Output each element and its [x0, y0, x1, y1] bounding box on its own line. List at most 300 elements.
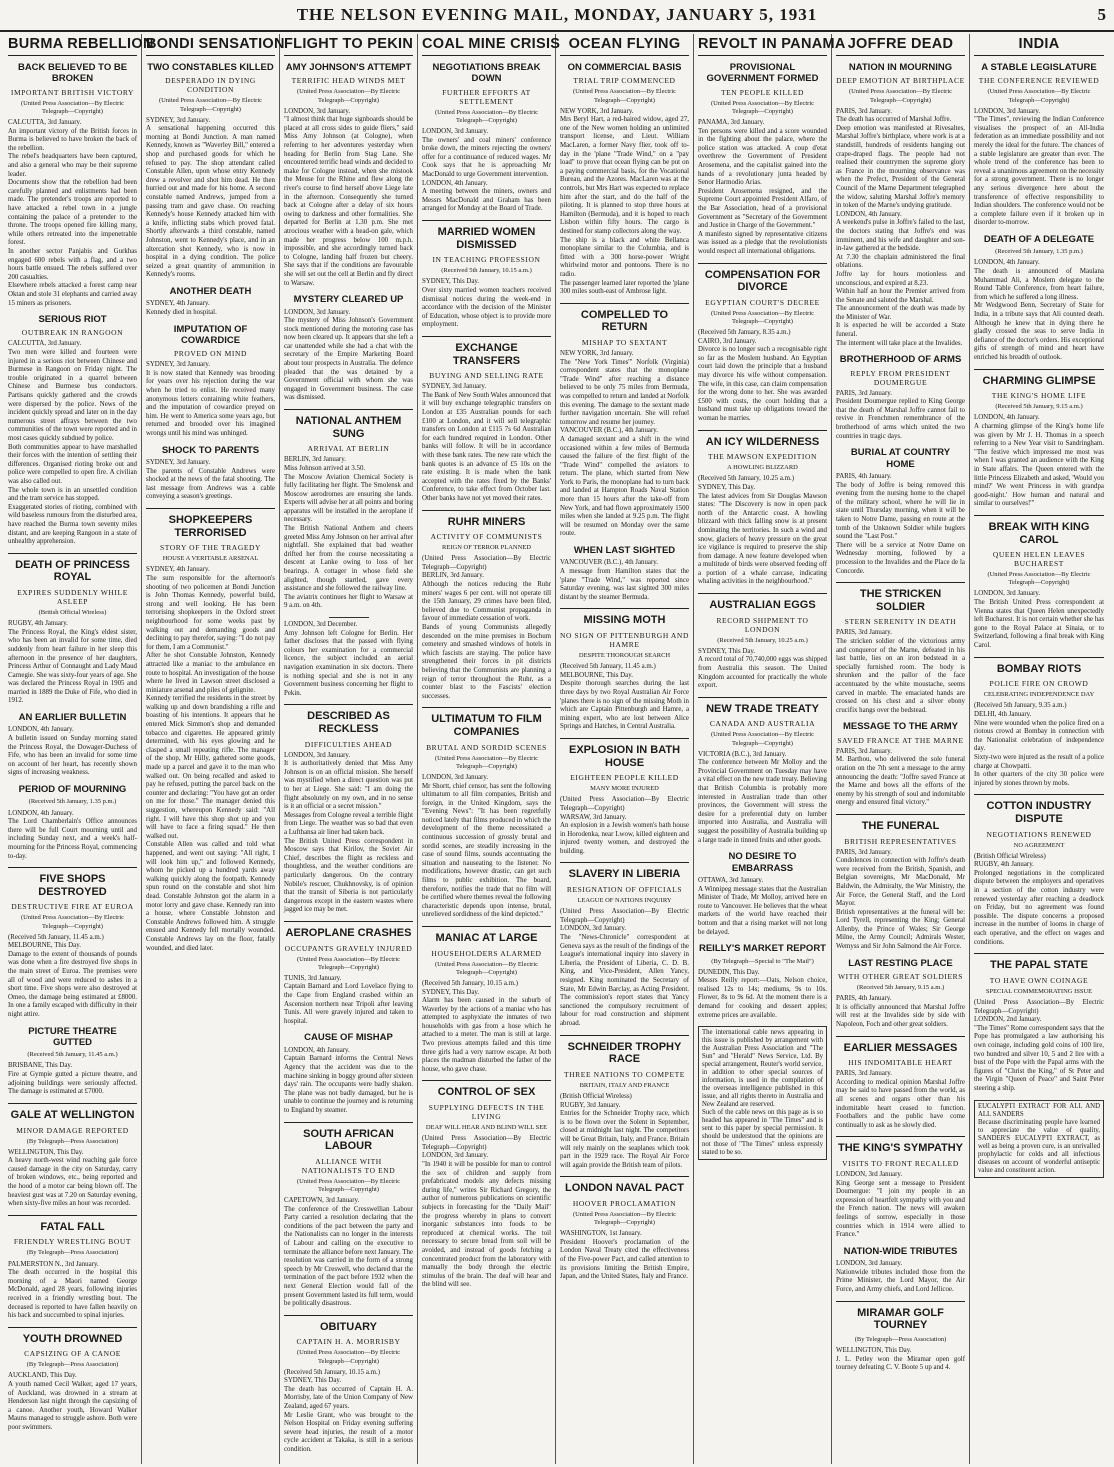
column-banner-headline: FLIGHT TO PEKIN: [284, 34, 413, 56]
story-subheading: EXPIRES SUDDENLY WHILE ASLEEP: [17, 588, 128, 607]
story-body-text: LONDON, 3rd January. King George sent a message to President Doumergue: "I join my people in an expression of heartfelt sympathy with you and the French nation. The news will awaken feelings of sorrow, especially in those countries which in 1914 were allied to France.": [836, 1170, 965, 1239]
news-story: [8, 712, 137, 778]
story-credit-line: (Received 5th January, 9.15 a.m.): [995, 403, 1083, 411]
story-headline: MYSTERY CLEARED UP: [293, 294, 404, 306]
news-column: [694, 34, 846, 1464]
story-credit-line: (British Official Wireless): [38, 609, 107, 617]
story-credit-line: (United Press Association—By Electric Telegraph—Copyright): [158, 97, 263, 113]
column-banner-headline: OCEAN FLYING: [560, 34, 689, 56]
news-story: [698, 263, 827, 424]
story-headline: FATAL FALL: [8, 1215, 137, 1234]
story-body-text: LONDON, 3rd January. Nationwide tributes included those from the Prime Minister, the Lord Mayor, the Air Force, and Army chiefs, and Lord Jellicoe.: [836, 1260, 965, 1293]
story-body-text: (Received 5th January, 8.35 a.m.) CAIRO, 3rd January. Divorce is no longer such a recognisable right so far as the Moslem husband. An Egyptian court laid down the principle that a husband may divorce his wife without compensation. The wife, in this case, can claim compensation for the wrong done to her. She was awarded £500 with costs, the court holding that a husband must take up obligations toward the woman he marries.: [698, 329, 827, 422]
story-body-text: (Received 5th January, 9.35 a.m.) DELHI, 4th January. Nine were wounded when the police fired on a riotous crowd at Bombay in connection with the Nationalist celebration of independence day. Sixty-two were injured as the result of a police charge at Chowpatti. In other quarters of the city 30 police were injured by stones thrown by mobs.: [974, 702, 1104, 787]
news-story: [974, 234, 1104, 363]
news-story: [974, 62, 1104, 228]
story-body-text: LONDON, 4th January. Captain Barnard informs the Central News Agency that the accident was due to the machine sinking in boggy ground after sixteen days' rain. The occupants were badly shaken. The plane was not badly damaged, but he is unable to continue the journey and is returning to England by steamer.: [284, 1046, 413, 1114]
story-subheading: SUPPLYING DEFECTS IN THE LIVING: [428, 1103, 545, 1122]
story-headline: SCHNEIDER TROPHY RACE: [560, 1035, 689, 1066]
story-subheading: THE KING'S HOME LIFE: [991, 391, 1087, 401]
news-story: [284, 1315, 413, 1455]
story-headline: CONTROL OF SEX: [422, 1080, 551, 1099]
story-subheading: HOUSEHOLDERS ALARMED: [431, 948, 542, 958]
news-story: [284, 409, 413, 611]
story-credit-line: (United Press Association—By Electric Telegraph—Copyright): [296, 1349, 401, 1365]
newspaper-title: THE NELSON EVENING MAIL, MONDAY, JANUARY 5, 1931: [296, 5, 818, 24]
story-body-text: (United Press Association—By Electric Telegraph—Copyright) LONDON, 3rd January. "In 1940 it will be possible for man to control the sex of children and supply from prefabricated models any defects missing during life," writes Sir Richard Gregory, the author of numerous publications on scientific subjects in forecasting for the "Daily Mail" the progress whereby in plans to convert inorganic substances into foods to be reproduced at chemical works. The toil necessary to secure bread from soil will be avoided, and instead of goods fetching a concentrated product from the laboratory with manually the body through the electric stimulus of the brain. The deaf will hear and the blind will see.: [422, 1135, 551, 1289]
story-headline: TWO CONSTABLES KILLED: [147, 62, 274, 73]
story-credit-line: BRITAIN, ITALY AND FRANCE: [579, 1081, 670, 1089]
story-subheading: POLICE FIRE ON CROWD: [989, 679, 1089, 689]
story-credit-line: (United Press Association—By Electric Telegraph—Copyright): [572, 1210, 677, 1227]
news-story: [146, 286, 275, 318]
story-credit-line: (By Telegraph—Press Association): [26, 1137, 119, 1145]
news-story: [974, 794, 1104, 947]
news-story: [8, 314, 137, 547]
story-body-text: WELLINGTON, This Day. J. L. Petley won the Miramar open golf tourney defeating C. V. Boote 5 up and 4.: [836, 1346, 965, 1372]
story-subheading: DIFFICULTIES AHEAD: [304, 739, 393, 749]
story-subheading: STERN SERENITY IN DEATH: [844, 617, 957, 627]
news-story: [836, 958, 965, 1030]
story-subheading: RESIGNATION OF OFFICIALS: [566, 885, 683, 895]
story-credit-line: (United Press Association—By Electric Telegraph—Copyright): [434, 108, 539, 124]
story-body-text: PANAMA, 3rd January. Ten persons were killed and a score wounded in the fighting about the palace, where the police station was attacked. A coup d'etat overthrew the Government of President Arosemena, and the capitalist gained into the hands of a revolutionary junta headed by Senor Harmodio Arias. President Arosemena resigned, and the Supreme Court appointed President Alfaro, of the Bar Association, head of a provisional Government as "Secretary of the Government and Justice in Charge of the Government." A manifesto signed by representative citizens was issued as a pledge that the revolutionists would respect all international obligations.: [698, 119, 827, 255]
news-story: [284, 1032, 413, 1115]
story-credit-line: (Received 5th January, 10.25 a.m.): [717, 636, 808, 644]
news-story: [284, 704, 413, 915]
story-credit-line: (United Press Association—By Electric Telegraph—Copyright): [434, 960, 539, 976]
story-body-text: PARIS, 3rd January. M. Barthou, who delivered the sole funeral oration on the 7th sent a message to the army announcing the death: "Joffre saved France at the Marne and bows all the efforts of the enemy by his strength of soul and indomitable energy and ensured final victory.": [836, 747, 965, 807]
story-body-text: LONDON, 4th January. A charming glimpse of the King's home life was given by Mr J. H. Thomas in a speech referring to a New Year visit to Sandringham. "The festive which impressed me most was when I was granted an audience with the King in State affairs. The Queen entered with the little Princess Elizabeth and asked, 'Would you mind?' We went Princess in with grandpa good-night.' How human and natural and similar to ourselves!'": [974, 414, 1104, 508]
story-headline: MARRIED WOMEN DISMISSED: [422, 220, 551, 251]
story-subheading: DESPERADO IN DYING CONDITION: [165, 76, 256, 95]
news-story: [284, 1122, 413, 1309]
news-story: [698, 62, 827, 257]
story-subheading: PROVED ON MIND: [174, 349, 247, 359]
story-subheading: MINOR DAMAGE REPORTED: [16, 1125, 129, 1135]
story-body-text: PARIS, 3rd January. The stricken soldier of the victorious army and conqueror of the Marne, defeated in his last battle, lies on an iron bedstead in a specially furnished room. The body is shrunken and the pallor of the face accentuated by the white moustache, seems carved in marble. The emaciated hands are crossed on his chest and a silver ebony crucifix hangs over the bedstead.: [836, 629, 965, 714]
story-credit-line: (Received 5th January, 11.45 a.m.): [27, 1051, 118, 1059]
news-story: [422, 336, 551, 504]
story-body-text: PARIS, 3rd January. Condolences in connection with Joffre's death were received from the British, Spanish, and Belgian sovereigns, Mr MacDonald, Mr Baldwin, the Admiralty, the War Ministry, the Air Force, the General Staff, and the Lord Mayor. British representatives at the funeral will be: Lord Tyrell, representing the King; General Allenby, the Prince of Wales; Sir George Milne, the Army Council; Admirals Wester, Wemyss and Sir John Salmond the Air Force.: [836, 848, 965, 951]
news-story: [836, 354, 965, 441]
story-body-text: PARIS, 4th January. It is officially announced that Marshal Joffre will rest at the Invalides side by side with Napoleon, Foch and other great soldiers.: [836, 995, 965, 1028]
story-headline: DESCRIBED AS RECKLESS: [284, 704, 413, 735]
story-headline: BOMBAY RIOTS: [974, 657, 1104, 676]
story-headline: RUHR MINERS: [422, 510, 551, 529]
news-story: [422, 220, 551, 330]
news-story: [8, 1103, 137, 1209]
story-body-text: PARIS, 4th January. The body of Joffre is being removed this evening from the nursing home to the chapel of the military school, where he will lie in state until Thursday morning, when it will be taken to Notre Dame, passing en route at the tomb of the Unknown Soldier while buglers sound the "Last Post." There will be a service at Notre Dame on Wednesday morning, followed by a procession to the Invalides and the Place de la Concorde.: [836, 473, 965, 575]
news-story: [146, 508, 275, 953]
news-story: [8, 1026, 137, 1097]
news-story: [560, 862, 689, 1028]
story-subheading: IN TEACHING PROFESSION: [432, 255, 541, 265]
story-body-text: NEW YORK, 3rd January. The "New York Times'" Norfolk (Virginia) correspondent states that the monoplane "Trade Wind" after reaching a distance believed to be only 75 miles from Bermuda, was compelled to return and landed at Norfolk this evening. The damage to the sextant made further navigation uncertain. She will refuel tomorrow and resume her journey. VANCOUVER (B.C.), 4th January. A damaged sextant and a shift in the wind occasioned within a few miles of Bermuda caused the failure of the first flight of the "Trade Wind" compelled the aviators to return. The plane, which started from New York to Paris, the monoplane had to turn back and landed at Hampton Roads Naval Station more than 15 hours after the take-off from New York, and had flown approximately 1500 miles when she landed at 9.25 p.m. The flight will be resumed on Monday over the same route.: [560, 349, 689, 538]
masthead: [0, 0, 1114, 32]
story-subheading: NEGOTIATIONS RENEWED: [986, 829, 1092, 839]
story-headline: SHOCK TO PARENTS: [161, 444, 260, 456]
story-body-text: TUNIS, 3rd January. Captain Barnard and Lord Lovelace flying to the Cape from England crashed within an Ascension northern near Tripoli after leaving Tunis. All were gravely injured and taken to hospital.: [284, 974, 413, 1025]
story-body-text: LONDON, 3rd December. Amy Johnson left Cologne for Berlin. Her father discloses that the passed with flying colours her examination for a commercial licence, the subject included an aerial navigation examination in six doctors. There is nothing special and she is not in any Government business concerning her flight to Pekin.: [284, 621, 413, 697]
story-subheading: FRIENDLY WRESTLING BOUT: [13, 1237, 132, 1247]
story-body-text: (British Official Wireless) RUGBY, 3rd January. Entries for the Schneider Trophy race, which is to be flown over the Solent in September, closed at midnight last night. The competitors will be Great Britain, Italy, and France. Britain will rely mainly on the seaplanes which took part in the 1929 race. The Royal Air Force will again provide the British team of pilots.: [560, 1092, 689, 1169]
story-headline: GALE AT WELLINGTON: [8, 1103, 137, 1122]
story-subheading: THE CONFERENCE REVIEWED: [978, 76, 1100, 86]
news-column: [970, 34, 1108, 1464]
news-story: [836, 1246, 965, 1295]
story-headline: NEGOTIATIONS BREAK DOWN: [432, 62, 541, 85]
story-body-text: (Received 5th January, 11.45 a.m.) MELBOURNE, This Day. Damage to the extent of thousands of pounds was done when a fire destroyed five shops in the main street of Euroa. The premises were all of wood and were reduced to ashes in a short time. Five shops were also destroyed at Omeo, the damage being estimated at £8000. In one a family escaped with difficulty in their night attire.: [8, 933, 137, 1018]
story-subheading: EIGHTEEN PEOPLE KILLED: [570, 773, 679, 783]
story-subheading: VISITS TO FRONT RECALLED: [842, 1158, 959, 1168]
news-story: [422, 707, 551, 920]
story-headline: PROVISIONAL GOVERNMENT FORMED: [706, 62, 819, 85]
news-story: [146, 445, 275, 502]
story-headline: ON COMMERCIAL BASIS: [567, 62, 682, 73]
story-headline: EXCHANGE TRANSFERS: [422, 336, 551, 367]
story-credit-line: (By Telegraph—Press Association): [854, 1335, 947, 1343]
story-body-text: LONDON, 4th January. A bulletin issued on Sunday morning stated the Princess Royal, the Dowager-Duchess of Fife, who has been an invalid for some time on account of her heart, has recently shown signs of increasing weakness.: [8, 726, 137, 777]
story-subheading: OCCUPANTS GRAVELY INJURED: [284, 943, 413, 953]
story-headline: NEW TRADE TREATY: [698, 697, 827, 716]
story-headline: THE FUNERAL: [836, 814, 965, 833]
story-body-text: LONDON, 3rd January. "The Times", reviewing the Indian Conference visualises the prospect of an All-India federation as an immediate possibility and not merely the ideal for the future. The chances of a stable legislature are greater than ever. The whole trend of the conference has been to reveal a unanimous agreement on the necessity for a strong government. There is no longer any serious divergence here about the transference of effective responsibility to Indian shoulders. The conference would not be a complete failure even if it broken up in disorder to-morrow.: [974, 107, 1104, 227]
story-credit-line: LEAGUE OF NATIONS INQUIRY: [577, 897, 672, 905]
story-body-text: LONDON, 3rd January. The mystery of Miss Johnson's Government stock mentioned during the motoring case has now been cleared up. It appears that she left a car unattended while she had a chat with the secretary of the Empire Marketing Board about tour prospects in Australia. The defence pleaded that the was detained by a Government official with whom she was engaged in Government business. The case was dismissed.: [284, 308, 413, 402]
story-headline: DEATH OF PRINCESS ROYAL: [8, 553, 137, 584]
divider: [329, 617, 369, 618]
story-credit-line: DESPITE THOROUGH SEARCH: [578, 652, 671, 660]
story-headline: COMPENSATION FOR DIVORCE: [698, 263, 827, 294]
story-headline: BROTHERHOOD OF ARMS: [839, 354, 962, 366]
page-number: 5: [1097, 5, 1106, 24]
story-headline: THE KING'S SYMPATHY: [836, 1136, 965, 1155]
story-headline: A STABLE LEGISLATURE: [981, 62, 1097, 73]
story-body-text: LONDON, 4th January. The death is announced of Maulana Muhammad Ali, a Moslem delegate to the Round Table Conference, from heart failure, from which he suffered a long illness. Mr Wedgwood Benn, Secretary of State for India, in a tribute says that Ali counted death. Although he knew that in dying there he gladly crossed the seas to serve India in defiance of the doctor's orders. His exceptional gifts of strength of mind and heart have enriched his breadth of outlook.: [974, 259, 1104, 361]
story-subheading: ARRIVAL AT BERLIN: [307, 444, 390, 454]
news-story: [836, 721, 965, 808]
story-headline: NATION IN MOURNING: [848, 62, 953, 73]
boxed-notice: The international cable news appearing in this issue is published by arrangement with the Australian Press Association and "The Sun" and "Herald" News Service, Ltd. By special arrangement, Reuter's world service, in addition to other special sources of information, is used in the compilation of the overseas intelligence published in this issue, and all rights thereto in Australia and New Zealand are reserved. Such of the cable news on this page as is so headed has appeared in "The Times" and is sent to this paper by special permission. It should be understood that the opinions are not those of "The Times" unless expressly stated to be so.: [698, 1026, 827, 1160]
news-story: [698, 593, 827, 691]
news-story: [836, 62, 965, 348]
news-story: [836, 814, 965, 952]
news-story: [560, 608, 689, 732]
story-headline: AN ICY WILDERNESS: [698, 430, 827, 449]
story-subheading: TRIAL TRIP COMMENCED: [573, 76, 676, 86]
story-credit-line: (United Press Association—By Electric Telegraph—Copyright): [572, 88, 677, 104]
story-body-text: SYDNEY, This Day. Over sixty married women teachers received dismissal notices during the week-end in accordance with the decision of the Minister of Education, whose object is to provide more employment.: [422, 278, 551, 329]
story-body-text: DUNEDIN, This Day. Messrs Reilly report:—Oats, Nelson choice, realised 12s to 14s; mediums, 9s to 10s. Flower, 8s to 9s 6d. At the moment there is a demand for cooking and dessert apples; extreme prices are available.: [698, 968, 827, 1019]
story-subheading: STORY OF THE TRAGEDY: [159, 543, 262, 553]
story-body-text: (Received 5th January, 11.45 a.m.) MELBOURNE, This Day. Despite thorough searches during the last three days by two Royal Australian Air Force 'planes there is no sign of the missing Moth in which are Captain Pittenburgh and Hamre, a mining expert, who are lost between Alice Springs and Hatches, in Central Australia.: [560, 663, 689, 731]
news-story: [836, 447, 965, 576]
story-credit-line: (United Press Association—By Electric Telegraph—Copyright): [296, 955, 401, 971]
story-body-text: VICTORIA (B.C.), 3rd January. The conference between Mr Molloy and the Provincial Government on Tuesday may have a vital effect on the new trade treaty. Believing that British Columbia is probably more interested in Australian trade than other provinces, the Government will stress the desire for a preferential duty on lumber imported into Australia, and Australia will suggest the possibility of Australia building up a large trade in tinned fruits and other goods.: [698, 750, 827, 844]
story-credit-line: (United Press Association—By Electric Telegraph—Copyright): [710, 309, 815, 325]
story-subheading: RECORD SHIPMENT TO LONDON: [716, 615, 809, 634]
story-headline: SERIOUS RIOT: [38, 314, 107, 326]
story-body-text: (British Official Wireless) RUGBY, 4th January. Prolonged negotiations in the complicated dispute between the employers and operatives in a section of the cotton industry were renewed yesterday after reaching a deadlock on Friday, but no agreement was found possible. The dispute concerns a proposed increase in the number of looms in charge of each operative, and the effect on wages and conditions.: [974, 852, 1104, 946]
news-story: [8, 1327, 137, 1433]
story-headline: REILLY'S MARKET REPORT: [698, 943, 826, 955]
story-body-text: LONDON, 3rd January. Mr Shortt, chief censor, has sent the following ultimatum to all film companies, British and foreign, in the United Kingdom, says the "Evening News": "It has been regretfully noticed lately that films produced in which the development of the theme necessitated a continuous succession of grossly brutal and sordid scenes, are steadily increasing in the case of sound films, sounds accentuating the situation and nauseating to the listener. No modifications, however drastic, can get such films to public exhibition. The board, therefore, notifies the trade that no film will be certified where themes reveal the following characteristic depends upon intense, brutal, unrelieved sordidness of the kind depicted.": [422, 773, 551, 919]
story-body-text: WASHINGTON, 1st January. President Hoover's proclamation of the London Naval Treaty cited the effectiveness of the Five-power Pact, and called attention to its provisions limiting the British Empire, Japan, and the United States, Italy and France.: [560, 1230, 689, 1281]
news-columns: [4, 34, 1110, 1464]
story-headline: FIVE SHOPS DESTROYED: [8, 867, 137, 898]
story-subheading: CANADA AND AUSTRALIA: [709, 719, 816, 729]
news-story: [8, 867, 137, 1019]
story-subheading: FURTHER EFFORTS AT SETTLEMENT: [442, 87, 531, 106]
news-column: [418, 34, 561, 1464]
story-headline: WHEN LAST SIGHTED: [573, 545, 676, 557]
story-headline: THE PAPAL STATE: [974, 953, 1104, 972]
story-body-text: (Received 5th January, 10.15 a.m.) SYDNEY, This Day. Alarm has been caused in the suburb of Waverley by the actions of a maniac who has attempted to asphyxiate the inmates of two households with gas from a hose which he attached to a meter. The man is still at large. Two previous attempts failed and this time three girls had a very narrow escape. At both places the madman disturbed the father of the house, who gave chase.: [422, 979, 551, 1073]
story-body-text: CALCUTTA, 3rd January. An important victory of the British forces in Burma is believed to have broken the back of the rebellion. The rebel's headquarters have been captured, and also a general who may be their supreme leader. Documents show that the rebellion had been carefully planned and enlistments had been made. The pretender's troops are reported to have attacked a rebel town in a jungle containing the palace of a pretender to the throne. The troops opened fire killing many, while others retreated into the impenetrable forest. In another sector Panjabis and Gurkhas engaged 600 rebels with a flag, and a two hours battle ensued. The rebels suffered over 200 casualties. Elsewhere rebels attacked a forest camp near Oktan and stole 31 elephants and carried away 15 miners as prisoners.: [8, 119, 137, 307]
story-headline: MISSING MOTH: [560, 608, 689, 627]
story-subheading: THREE NATIONS TO COMPETE: [563, 1069, 685, 1079]
news-story: [422, 926, 551, 1074]
story-body-text: NEW YORK, 3rd January. Mrs Beryl Hart, a red-haired widow, aged 27, one of the New women holding an unlimited transport license, and Lieut. William MacLaren, a former Navy flier, took off to-day in the 'plane "Trade Wind," on a "pay load" to prove that ocean flying can be put on a paying commercial basis, for the Vocational Bureau, and the Azores. MacLaren was at the controls, but Mrs Hart was expected to replace him after the start, and do the half of the piloting. It is planned to stop three hours at Hamilton (Bermuda), and it is hoped to reach Lisbon within fifty hours. The cargo is destined for stamp collectors along the way. The ship is a black and white Bellanca monoplane similar to the Columbia, and is fitted with a 300 horse-power Wright whirlwind motor and pontoons. There is no radio. The passenger learned later reported the 'plane 300 miles south-east of Ambrose light.: [560, 107, 689, 296]
story-headline: AUSTRALIAN EGGS: [698, 593, 827, 612]
story-headline: CHARMING GLIMPSE: [974, 369, 1104, 388]
story-credit-line: (United Press Association—By Electric Telegraph—Copyright): [848, 88, 953, 104]
news-story: [284, 921, 413, 1026]
story-credit-line: (Received 5th January, 1.35 p.m.): [28, 798, 117, 806]
story-subheading: TEN PEOPLE KILLED: [720, 87, 805, 97]
story-subheading: OUTBREAK IN RANGOON: [21, 328, 124, 338]
story-headline: YOUTH DROWNED: [8, 1327, 137, 1346]
story-body-text: PARIS, 3rd January. The death has occurred of Marshal Joffre. Deep emotion was manifested at Rivesaltes, Marshal Joffre's birthplace, where work is at a standstill, hundreds of residents hanging out crape-draped flags. The people had not realised their countrymen the supreme glory as France in the mourning observance was when the Prefect, President of the General Council of the Marne Department telegraphed the widow, saluting Marshal Joffre's memory in token of the Marne's undying gratitude. LONDON, 4th January. A weekend's pulse in Joffre's failed to the last, the doctors stating that Joffre's end was imminent, and his wife and daughter and son-in-law gathered at the bedside. At 7.30 the chaplain administered the final oblations. Joffre lay for hours motionless and unconscious, and expired at 8.23. Within half an hour the Premier arrived from the Senate and saluted the Marshal. The announcement of the death was made by the Minister of War. It is expected he will be accorded a State funeral. The interment will take place at the Invalides.: [836, 107, 965, 347]
story-body-text: PALMERSTON N., 3rd January. The death occurred in the hospital this morning of a Maori named George McDonald, aged 28 years, following injuries received in a friendly wrestling bout. The deceased is reported to have fallen heavily on his back and succumbed to spinal injuries.: [8, 1260, 137, 1320]
story-subheading: BRITISH REPRESENTATIVES: [844, 836, 957, 846]
story-headline: MANIAC AT LARGE: [422, 926, 551, 945]
story-credit-line: (Received 5th January, 1.35 p.m.): [995, 248, 1083, 256]
story-subheading: ALLIANCE WITH NATIONALISTS TO END: [301, 1156, 396, 1175]
story-body-text: OTTAWA, 3rd January. A Winnipeg message states that the Australian Minister of Trade, Mr Molloy, arrived here en route to Vancouver. He believes that the wheat markets of the world have reached their bottom and that a rising market will not long be delayed.: [698, 877, 827, 936]
story-body-text: SYDNEY, 3rd January. The parents of Constable Andrews were shocked at the news of the fatal shooting. The last message from Andrews was a cable conveying a season's greetings.: [146, 459, 275, 501]
news-story: [836, 1036, 965, 1131]
story-body-text: LONDON, 3rd January. It is authoritatively denied that Miss Amy Johnson is on an official mission. She herself was mystified when a direct question was put to her at Liege. She said: "I am doing the flight absolutely on my own, and in no sense is it an official or a secret mission." Messages from Cologne reveal a terrible flight from Liege. The weather was so bad that even a Lufthansa air liner had taken back. The British United Press correspondent in Moscow says that Kirilov, the Soviet Air Chief, describes the flight as reckless and thoughtless, and the weather conditions are particularly dangerous. On the contrary Nobile's rescuer, Chukhnovsky, is of opinion that the transit of Siberia is not particularly dangerous except in the eastern wastes where jagged ice may be met.: [284, 751, 413, 914]
news-column: [142, 34, 285, 1464]
news-story: [560, 1035, 689, 1171]
story-body-text: (United Press Association—By Electric Telegraph—Copyright) LONDON, 3rd January. The "News-Chronicle" correspondent at Geneva says as the result of the findings of the League's international inquiry into slavery in Liberia, the President of Liberia, C. D. B. King, and Vice-President, Allen Yancy, resigned. King nominated the Secretary of State, Mr Edwin Barclay, as Acting President. The commission's report states that Yancy sanctioned the compulsory recruitment of labour for road construction and shipment abroad.: [560, 908, 689, 1027]
story-credit-line: REIGN OF TERROR PLANNED: [442, 544, 531, 552]
story-credit-line: (By Telegraph—Press Association): [26, 1361, 119, 1369]
story-body-text: LONDON, 3rd January. "I almost think that huge signboards should be placed at all cross sides to guide fliers," said Miss Amy Johnson (at Cologne), when referring to her adventures yesterday when heading for Berlin from Stag Lane. She encountered terrific head winds and decided to make for Cologne instead, when she mistook the Meuse for the Rhine and flew along the river's course to find herself above Liege late in the afternoon. Consequently she turned back at Cologne after a delay of six hours owing to darkness and other formalities. She departed for Berlin at 1.30 p.m. She met atrocious weather with a head-on gale, which made her progress below 100 m.p.h. impossible, and she accordingly turned back to Cologne, landing half frozen but cheery. She says that if the conditions are favourable she will set out the cell at Berlin and fly direct to Warsaw.: [284, 107, 413, 287]
story-headline: LONDON NAVAL PACT: [560, 1176, 689, 1195]
story-body-text: LONDON, 4th January. The Lord Chamberlain's Office announces there will be full Court mourning until and including Sunday next, and a week's half-mourning for the Princess Royal, commencing to-day.: [8, 809, 137, 860]
story-credit-line: (Received 5th January, 10.15 a.m.): [441, 267, 532, 275]
story-headline: COMPELLED TO RETURN: [560, 303, 689, 334]
story-headline: ANOTHER DEATH: [169, 285, 252, 297]
story-headline: OBITUARY: [284, 1315, 413, 1334]
story-credit-line: HOUSE A VERITABLE ARSENAL: [162, 555, 259, 563]
story-credit-line: (By Telegraph—Special to "The Mail"): [711, 957, 814, 965]
story-headline: SLAVERY IN LIBERIA: [560, 862, 689, 881]
news-column: [832, 34, 970, 1464]
news-column: [280, 34, 418, 1464]
story-credit-line: MANY MORE INJURED: [590, 785, 659, 793]
news-story: [698, 943, 827, 1020]
story-subheading: ACTIVITY OF COMMUNISTS: [430, 532, 543, 542]
news-story: [8, 62, 137, 308]
story-subheading: SAVED FRANCE AT THE MARNE: [837, 735, 964, 745]
story-body-text: BERLIN, 3rd January. Miss Johnson arrived at 3.50. The Moscow Aviation Chemical Society is fully facilitating her flight. The Smolensk and Moscow aerodromes are ensuring she lands. Experts will advise her at all points and boring apparatus will be installed in the aeroplane if necessary. The British National Anthem and cheers greeted Miss Amy Johnson on her arrival after nightfall. She explained that bad weather drifted her from the course necessitating a descent at Lanke owing to loss of her bearings. A cottager in whose field she alighted, though startled, gave every assistance and she followed the railway line. The aviatrix continues her flight to Warsaw at 9 a.m. on 4th.: [284, 456, 413, 610]
story-headline: MIRAMAR GOLF TOURNEY: [836, 1301, 965, 1332]
story-subheading: EGYPTIAN COURT'S DECREE: [705, 297, 820, 307]
story-credit-line: (United Press Association—By Electric Telegraph—Copyright): [296, 1177, 401, 1193]
story-body-text: SYDNEY, 3rd January. The Bank of New South Wales announced that it will buy exchange telegraphic transfers on London at £35 Australian pounds for each £100 at London, and it will sell telegraphic transfers on London at £115 7s 6d Australian for each hundred required in London. Other banks will follow. It will be in accordance with these bank rates. The new rate which the bank quotes is an advance of £5 10s on the rate existing. It is made when the bank accepted with the rates fixed by the Banks' Conference, to take effect from October last. Other banks have not yet moved their rates.: [422, 383, 551, 502]
column-banner-headline: JOFFRE DEAD: [836, 34, 965, 56]
story-headline: MESSAGE TO THE ARMY: [842, 721, 959, 733]
news-story: [836, 1136, 965, 1239]
story-body-text: LONDON, 3rd January. The British United Press correspondent at Vienna states that Queen Helen unexpectedly left Bucharest. It is not certain whether she has gone to the Royal Palace at Sinaia, or to Switzerland, following a final break with King Carol.: [974, 590, 1104, 649]
story-credit-line: (Received 5th January, 9.15 a.m.): [856, 984, 945, 992]
story-headline: NO DESIRE TO EMBARRASS: [728, 851, 797, 874]
news-story: [146, 324, 275, 439]
news-column: [556, 34, 694, 1464]
news-story: [974, 657, 1104, 789]
story-headline: AEROPLANE CRASHES: [284, 921, 413, 940]
story-headline: AN EARLIER BULLETIN: [18, 712, 127, 724]
news-story: [698, 430, 827, 587]
story-credit-line: DEAF WILL HEAR AND BLIND WILL SEE: [425, 1124, 548, 1132]
story-headline: BURIAL AT COUNTRY HOME: [850, 447, 951, 470]
story-body-text: SYDNEY, This Day. A record total of 70,740,000 eggs was shipped from Australia this season. The United Kingdom accounted for practically the whole export.: [698, 647, 827, 690]
news-story: [560, 1176, 689, 1281]
story-credit-line: (United Press Association—By Electric Telegraph—Copyright): [987, 571, 1091, 587]
story-subheading: WITH OTHER GREAT SOLDIERS: [837, 972, 964, 982]
news-story: [8, 553, 137, 706]
story-headline: EARLIER MESSAGES: [836, 1036, 965, 1055]
story-credit-line: (United Press Association—By Electric Telegraph—Copyright): [20, 914, 125, 930]
story-body-text: SYDNEY, 3rd January. A sensational happening occurred this morning at Bondi Junction. A man named Kennedy, known as "Waverley Bill," entered a shop and purchased goods for which he refused to pay. The shop attendant called Constable Allen, upon whose entry Kennedy drew a revolver and shot him dead. He then hurried out and made for his home. A second constable named Andrews, jumped from a passing tram and gave chase. On reaching Kennedy's house Kennedy attacked him with a knife, inflicting stabs which proved fatal. Shortly afterwards a third constable, named Johnston, went to Kennedy's place, and in an altercation shot Kennedy, who is now in hospital in a dying condition. The police seized a great quantity of ammunition in Kennedy's rooms.: [146, 116, 275, 279]
story-subheading: TO HAVE OWN COINAGE: [989, 975, 1089, 985]
story-body-text: AUCKLAND, This Day. A youth named Cecil Walker, aged 17 years, of Auckland, was drowned in a stream at Henderson last night through the capsizing of a canoe. Another youth, Howard Walker Mauns managed to struggle ashore. Both were poor swimmers.: [8, 1372, 137, 1432]
news-story: [560, 545, 689, 602]
story-headline: BREAK WITH KING CAROL: [974, 515, 1104, 546]
story-body-text: PARIS, 3rd January. According to medical opinion Marshal Joffre may be said to have passed from the world, as all scenes and organs other than his indomitable heart ceased to function. Footballers and the public have come continually to ask as he slowly died.: [836, 1070, 965, 1129]
news-story: [422, 1080, 551, 1289]
story-headline: NATION-WIDE TRIBUTES: [843, 1245, 958, 1257]
news-story: [974, 369, 1104, 509]
story-headline: IMPUTATION OF COWARDICE: [173, 323, 248, 346]
news-story: [560, 303, 689, 539]
column-banner-headline: BONDI SENSATION: [146, 34, 275, 56]
news-story: [284, 294, 413, 403]
story-headline: LAST RESTING PLACE: [848, 957, 953, 969]
news-story: [560, 62, 689, 297]
story-headline: PICTURE THEATRE GUTTED: [28, 1025, 117, 1048]
news-story: [698, 697, 827, 845]
story-credit-line: SPECIAL COMMEMORATING ISSUE: [985, 987, 1093, 995]
story-headline: COTTON INDUSTRY DISPUTE: [974, 794, 1104, 825]
story-credit-line: (United Press Association—By Electric Telegraph—Copyright): [987, 88, 1091, 104]
news-story: [146, 62, 275, 280]
story-body-text: (United Press Association—By Electric Telegraph—Copyright) LONDON, 2nd January. "The Times" Rome correspondent says that the Pope has promulgated a law authorising his own coinage, including gold coins of 100 lire, two hundred and silver 10, 5 and 2 lire with a bust of the Pope with the Papal arms with the figures of "Christ the King," of St Peter and the Virgin "Queen of Peace" and Saint Peter steering a ship.: [974, 998, 1104, 1092]
story-body-text: WELLINGTON, This Day. A heavy north-west wind reaching gale force caused damage in the city on Saturday, carry of broken windows, etc., being reported and the hood of a motor car being blown off. The heaviest gust was at 7.20 on Saturday evening, when sixty-five miles an hour was recorded.: [8, 1148, 137, 1208]
story-subheading: DEEP EMOTION AT BIRTHPLACE: [836, 76, 965, 86]
story-body-text: SYDNEY, 3rd January. It is now stated that Kennedy was brooding for years over his rejection during the war when he tried to enlist. He received many anonymous letters containing white feathers, and the imputation of cowardice preyed on him. He went to America some years ago, but returned and brooded over his imagined wrongs until his mind was unhinged.: [146, 361, 275, 438]
story-credit-line: A HOWLING BLIZZARD: [727, 464, 798, 472]
story-body-text: CALCUTTA, 3rd January. Two men were killed and fourteen were injured in a serious riot between Chinese and Burmese in Rangoon on Friday night. The trouble originated in a quarrel between Chinese and Burmese bus conductors. Partisans quickly gathered and the crowds were dispersed by the police. News of the incident quickly spread and later on in the day numerous street affrays between the two communities of the town were reported and in most cases quickly subdued by police. Both communities appear to have marshalled their forces with the intention of settling their differences. Organised rioting broke out and police were compelled to open fire. A civilian was also called out. The whole town is in an unsettled condition and the tram service has stopped. Exaggerated stories of rioting, combined with wild baseless rumours from the disturbed area, have reached the Burma town seventy miles distant, and are keeping Rangoon in a state of unhealthy apprehension.: [8, 340, 137, 546]
story-credit-line: (United Press Association—By Electric Telegraph—Copyright): [710, 731, 815, 747]
story-credit-line: (By Telegraph—Press Association): [26, 1249, 119, 1257]
story-subheading: TERRIFIC HEAD WINDS MET: [291, 76, 406, 86]
news-story: [8, 1215, 137, 1321]
column-banner-headline: COAL MINE CRISIS: [422, 34, 551, 56]
story-subheading: BRUTAL AND SORDID SCENES: [426, 742, 547, 752]
story-credit-line: CELEBRATING INDEPENDENCE DAY: [983, 691, 1095, 699]
story-body-text: (Received 5th January, 10.25 a.m.) SYDNEY, This Day. The latest advices from Sir Douglas Mawson states: "The Discovery is now in open pack north of the Antarctic coast. A howling blizzard with thick falling snow is at present dominating the territories. In such a wind and snow, glaciers of heavy pressure on the great ice vigilance is required to preserve the ship from damage. A new feature developed when a multitude of birds were observed feeding off a portion of a whale carcase, indicating whaling activities in the neighbourhood.": [698, 475, 827, 586]
story-headline: AMY JOHNSON'S ATTEMPT: [285, 62, 412, 73]
story-body-text: BRISBANE, This Day. Fire at Gympie gutted a picture theatre, and adjoining buildings were seriously affected. The damage is estimated at £7000.: [8, 1062, 137, 1096]
news-story: [560, 738, 689, 857]
story-subheading: NO SIGN OF PITTENBURGH AND HAMRE: [560, 631, 689, 650]
story-headline: ULTIMATUM TO FILM COMPANIES: [422, 707, 551, 738]
news-story: [422, 510, 551, 702]
story-body-text: CAPETOWN, 3rd January. The conference of the Cresswellian Labour Party carried a resolution declaring that the conditions of the pact between the party and the Nationalists can no longer in the interests of Labour and calling on the executive to terminate the alliance before next January. The resolution was carried in the form of a strong speech by Mr Creswell, who declared that the termination of the pact before 1932 when the next General Election would fall of the present Government lasted its full term, would be politically disastrous.: [284, 1197, 413, 1308]
news-story: [8, 784, 137, 861]
news-story: [836, 1301, 965, 1373]
story-subheading: REPLY FROM PRESIDENT DOUMERGUE: [850, 368, 951, 387]
news-story: [698, 851, 827, 937]
column-banner-headline: INDIA: [974, 34, 1104, 56]
story-body-text: LONDON, 3rd January. The owners' and coal miners' conference broke down, the miners rejecting the owners' offer for a continuance of reduced wages. Mr Cook says that he is approaching Mr MacDonald to urge Government intervention. LONDON, 4th January. A meeting between the miners, owners and Messrs MacDonald and Graham has been arranged for Monday at the Board of Trade.: [422, 128, 551, 213]
story-subheading: BUYING AND SELLING RATE: [429, 371, 544, 381]
story-body-text: (United Press Association—By Electric Telegraph—Copyright) WARSAW, 3rd January. An explosion in a Jewish women's bath house in Horodenka, near Lwow, killed eighteen and injured twenty women, and destroyed the building.: [560, 796, 689, 855]
story-credit-line: (United Press Association—By Electric Telegraph—Copyright): [710, 99, 815, 115]
story-headline: SOUTH AFRICAN LABOUR: [284, 1122, 413, 1153]
story-headline: NATIONAL ANTHEM SUNG: [284, 409, 413, 440]
story-body-text: PARIS, 3rd January. President Doumergue replied to King George that the death of Marshal Joffre cannot fail to revive in Frenchmen remembrance of the brotherhood of arms which united the two countries in tragic days.: [836, 389, 965, 440]
news-story: [836, 582, 965, 715]
news-story: [284, 617, 413, 698]
story-subheading: THE MAWSON EXPEDITION: [707, 452, 818, 462]
story-subheading: HIS INDOMITABLE HEART: [848, 1058, 953, 1068]
story-headline: DEATH OF A DELEGATE: [983, 233, 1095, 245]
story-body-text: RUGBY, 4th January. The Princess Royal, the King's eldest sister, who has been an invalid for some time, died suddenly from heart failure in her sleep this afternoon in the presence of her daughters, Princess Arthur of Connaught and Lady Maud Carnegie. She was sixty-four years of age. She was declared the Princess Royal in 1905 and married in 1889 the Duke of Fife, who died in 1912.: [8, 620, 137, 705]
story-headline: CAUSE OF MISHAP: [304, 1032, 393, 1044]
news-story: [284, 62, 413, 288]
story-headline: EXPLOSION IN BATH HOUSE: [560, 738, 689, 769]
news-column: [4, 34, 154, 1464]
news-story: [974, 953, 1104, 1093]
story-body-text: VANCOUVER (B.C.), 4th January. A message from Hamilton states that the 'plane "Trade Wind," was reported since Saturday evening, was last sighted 300 miles distant by the steamer Bermuda.: [560, 559, 689, 601]
story-body-text: (United Press Association—By Electric Telegraph—Copyright) BERLIN, 3rd January. Although the notices reducing the Ruhr miners' wages 6 per cent. will not operate till the 15th January, 29 crimes have been filed, believed due to Communist propaganda in favour of immediate cessation of work. Bands of young Communists allegedly descended on the mine premises in Bochum cemetery and smashed windows of hotels in which fascists are staying. The police have strengthened their forces in pit districts believing that the Communists are planning a reign of terror throughout the Ruhr, as a counter blast to the Fascists' election successes.: [422, 555, 551, 700]
story-headline: THE STRICKEN SOLDIER: [836, 582, 965, 613]
column-banner-headline: BURMA REBELLION: [8, 34, 137, 56]
news-story: [422, 62, 551, 214]
story-headline: PERIOD OF MOURNING: [18, 784, 127, 796]
story-body-text: (Received 5th January, 10.15 a.m.) SYDNEY, This Day. The death has occurred of Captain H. A. Morrisby, late of the Union Company of New Zealand, aged 67 years. Mr Leslie Grant, who was brought to the Nelson Hospital on Friday evening suffering severe head injuries, the result of a motor cycle accident at Takaka, is still in a serious condition.: [284, 1368, 413, 1453]
boxed-notice: EUCALYPTI EXTRACT FOR ALL AND ALL SANDERS Because discriminating people have learned to appreciate the value of quality, SANDER'S EUCALYPTI EXTRACT, as well as being a proven cure, is an unrivalled prophylactic for colds and all infectious diseases on account of wonderful antiseptic value and constituent action.: [974, 1100, 1104, 1178]
story-credit-line: NO AGREEMENT: [1013, 841, 1065, 849]
story-subheading: MISHAP TO SEXTANT: [581, 337, 668, 347]
story-subheading: IMPORTANT BRITISH VICTORY: [10, 87, 135, 97]
story-headline: BACK BELIEVED TO BE BROKEN: [17, 62, 128, 85]
story-credit-line: (United Press Association—By Electric Telegraph—Copyright): [434, 754, 539, 770]
story-headline: SHOPKEEPERS TERRORISED: [146, 508, 275, 539]
story-subheading: QUEEN HELEN LEAVES BUCHAREST: [992, 550, 1086, 569]
story-subheading: HOOVER PROCLAMATION: [572, 1198, 677, 1208]
story-body-text: SYDNEY, 4th January. Kennedy died in hospital.: [146, 300, 217, 316]
column-banner-headline: REVOLT IN PANAMA: [698, 34, 827, 56]
news-story: [974, 515, 1104, 651]
story-body-text: SYDNEY, 4th January. The sum responsible for the afternoon's shooting of two policemen at Bondi Junction is John Thomas Kennedy, powerful build, strong and well looking. He has been terrorising shopkeepers in the Oxford street neighbourhood for some weeks past by walking out and demanding goods and declining to pay therefor, saying: "I do not pay for them, I am a Communist." After he shot Constable Johnston, Kennedy attracted like a maniac to the ambulance en route to hospital. An investigation of the house where he lived in Lawson street disclosed a miniature arsenal and piles of gelignite. Kennedy terrified the residents in the street by walking up and down brandishing a rifle and boasting of his intentions. It appears that he entered Mick Simmon's shop and demanded tobacco and cigarettes. He appeared grimly determined, with his eyes glowing and he clasped a small repeating rifle. The manager of the shop, Mr Hilly, gathered some goods, made up a parcel and gave it to the man who walked out. On being recalled and asked to pay he refused, putting the parcel back on the counter and declaring: "You have got an order on me for those." The manager denied this suggestion, whereupon Kennedy said: "All right. I will have this shop shot up and you will have to face a firing squad." He then walked out. Constable Allen was called and told what happened, and went out saying: "All right, I will look him up," and followed Kennedy, whom he picked up a hundred yards away walking quickly along the footpath. Kennedy spun round on the constable and shot him dead. Constable Johnston got the alarm in a motor lorry and gave chase. Kennedy ran into a house, where Constable Johnston and Constable Andrews followed him. A struggle ensued and Kennedy fell mortally wounded. Constable Andrews lay on the floor, fatally wounded, and died later.: [146, 566, 275, 952]
